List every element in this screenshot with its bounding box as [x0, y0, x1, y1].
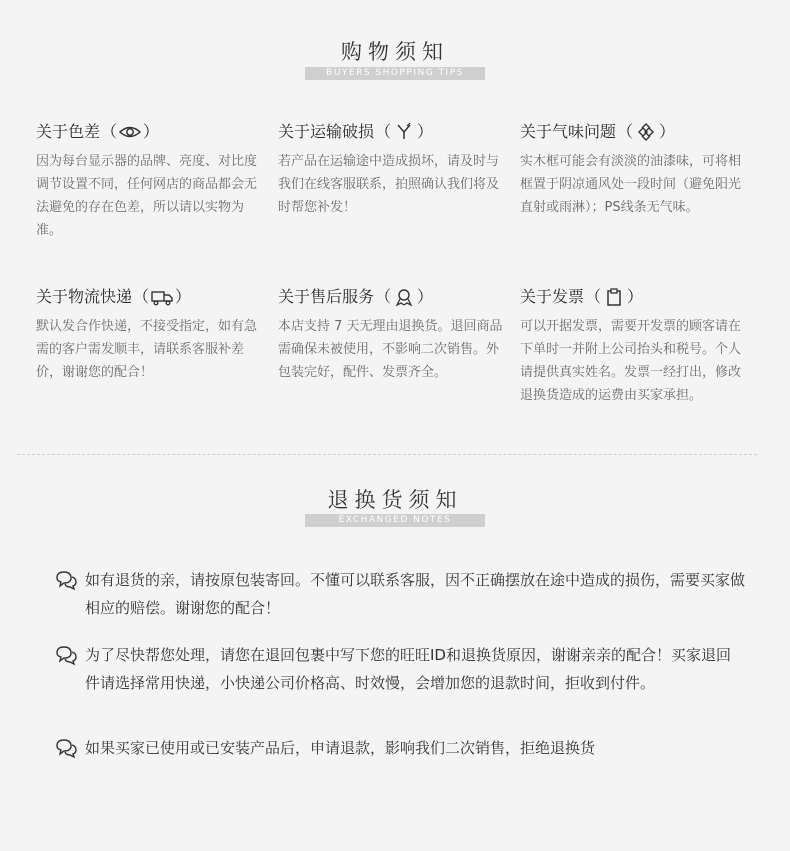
smell-pattern-icon [635, 123, 657, 141]
wine-glass-icon [393, 123, 415, 141]
exchange-note [55, 641, 745, 697]
tip-title-row: 关于气味问题 （ ） [520, 120, 752, 144]
exchange-note [55, 566, 745, 622]
tip-body: 若产品在运输途中造成损坏，请及时与我们在线客服联系，拍照确认我们将及时帮您补发！ [278, 154, 500, 215]
tip-body: 因为每台显示器的品牌、亮度、对比度调节设置不同，任何网店的商品都会无法避免的存在色差，所以请以实物为准。 [36, 154, 258, 238]
tip-after-sales [278, 285, 510, 384]
note-text: 为了尽快帮您处理，请您在退回包裹中写下您的旺旺ID和退换货原因，谢谢亲亲的配合！买家退回件请选择常用快递，小快递公司价格高、时效慢，会增加您的退款时间，拒收到付件。 [85, 646, 731, 692]
tip-title: 关于发票 [520, 287, 585, 306]
tip-invoice [520, 285, 752, 407]
exchange-notes-title: 退换货须知 [327, 488, 463, 512]
note-text: 如果买家已使用或已安装产品后，申请退款，影响我们二次销售，拒绝退换货 [85, 739, 596, 757]
tip-body: 默认发合作快递，不接受指定，如有急需的客户需发顺丰，请联系客服补差价，谢谢您的配合！ [36, 319, 258, 380]
tip-title: 关于色差 [36, 122, 101, 141]
section-divider [17, 454, 757, 455]
tip-title-row: 关于售后服务 （ ） [278, 285, 510, 309]
exchange-note [55, 734, 745, 762]
tip-title: 关于售后服务 [278, 287, 375, 306]
tip-body: 实木框可能会有淡淡的油漆味，可将相框置于阴凉通风处一段时间（避免阳光直射或雨淋）；PS线条无气味。 [520, 154, 742, 215]
shopping-tips-subtitle: BUYERS SHOPPING TIPS [305, 67, 485, 80]
tip-smell [520, 120, 752, 219]
chat-bubble-icon [55, 645, 77, 665]
tip-color-difference [36, 120, 268, 242]
eye-icon [119, 123, 141, 141]
tip-title: 关于物流快递 [36, 287, 133, 306]
tip-title-row: 关于物流快递 （ ） [36, 285, 268, 309]
note-text: 如有退货的亲，请按原包装寄回。不懂可以联系客服，因不正确摆放在途中造成的损伤，需要买家做相应的赔偿。谢谢您的配合！ [85, 571, 746, 617]
chat-bubble-icon [55, 738, 77, 758]
tip-title-row: 关于发票 （ ） [520, 285, 752, 309]
service-badge-icon [393, 288, 415, 306]
tip-logistics [36, 285, 268, 384]
truck-icon [151, 288, 173, 306]
tip-body: 可以开据发票，需要开发票的顾客请在下单时一并附上公司抬头和税号。个人请提供真实姓名。发票一经打出，修改退换货造成的运费由买家承担。 [520, 319, 742, 403]
shopping-tips-title: 购物须知 [341, 40, 449, 64]
tip-body: 本店支持 7 天无理由退换货。退回商品需确保未被使用，不影响二次销售。外包装完好，配件、发票齐全。 [278, 319, 503, 380]
exchange-notes-subtitle: EXCHANGED NOTES [305, 514, 485, 527]
tip-shipping-damage [278, 120, 510, 219]
clipboard-icon [603, 288, 625, 306]
tip-title-row: 关于色差 （ ） [36, 120, 268, 144]
tip-title-row: 关于运输破损 （ ） [278, 120, 510, 144]
tip-title: 关于运输破损 [278, 122, 375, 141]
chat-bubble-icon [55, 570, 77, 590]
tip-title: 关于气味问题 [520, 122, 617, 141]
